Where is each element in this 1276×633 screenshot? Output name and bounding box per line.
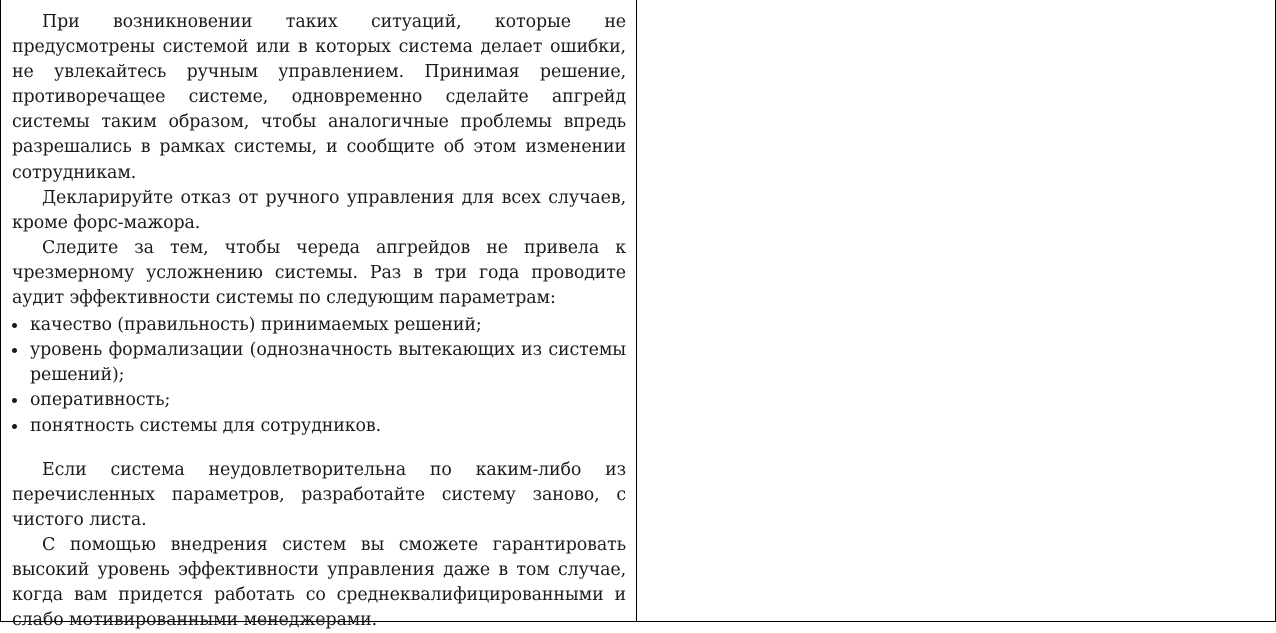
bullet-list — [12, 313, 626, 438]
list-item — [12, 338, 626, 388]
table-cell-right — [637, 0, 1275, 621]
bullet-icon — [12, 323, 17, 328]
paragraph: С помощью внедрения систем вы сможете гарантировать высокий уровень эффективности управления даже в том случае, когда вам придется работать со среднеквалифицированными и слабо мотивированными менеджерами. — [12, 534, 626, 631]
list-item-text: уровень формализации (однозначность вытекающих из системы решений); — [30, 340, 626, 386]
list-item — [12, 313, 626, 338]
bullet-icon — [12, 398, 17, 403]
list-item — [12, 388, 626, 413]
paragraph: Если система неудовлетворительна по каким-либо из перечисленных параметров, разработайте систему заново, с чистого листа. — [12, 459, 626, 530]
list-item-text: оперативность; — [30, 390, 171, 411]
paragraph: При возникновении таких ситуаций, которые не предусмотрены системой или в которых система делает ошибки, не увлекайтесь ручным управлением. Принимая решение, противоречащее системе, одновременно сделайте апгрейд системы таким образом, чтобы аналогичные проблемы впредь разрешались в рамках системы, и сообщите об этом изменении сотрудникам. — [12, 12, 626, 183]
list-item — [12, 414, 626, 439]
spacer — [12, 439, 626, 458]
bullet-icon — [12, 348, 17, 353]
list-item-text: качество (правильность) принимаемых решений; — [30, 315, 482, 336]
paragraph: Следите за тем, чтобы череда апгрейдов не привела к чрезмерному усложнению системы. Раз в три года проводите аудит эффективности системы по следующим параметрам: — [12, 237, 626, 309]
paragraph: Декларируйте отказ от ручного управления для всех случаев, кроме форс-мажора. — [12, 187, 626, 233]
table-cell-left — [1, 0, 637, 631]
list-item-text: понятность системы для сотрудников. — [30, 415, 382, 436]
bullet-icon — [12, 424, 17, 429]
